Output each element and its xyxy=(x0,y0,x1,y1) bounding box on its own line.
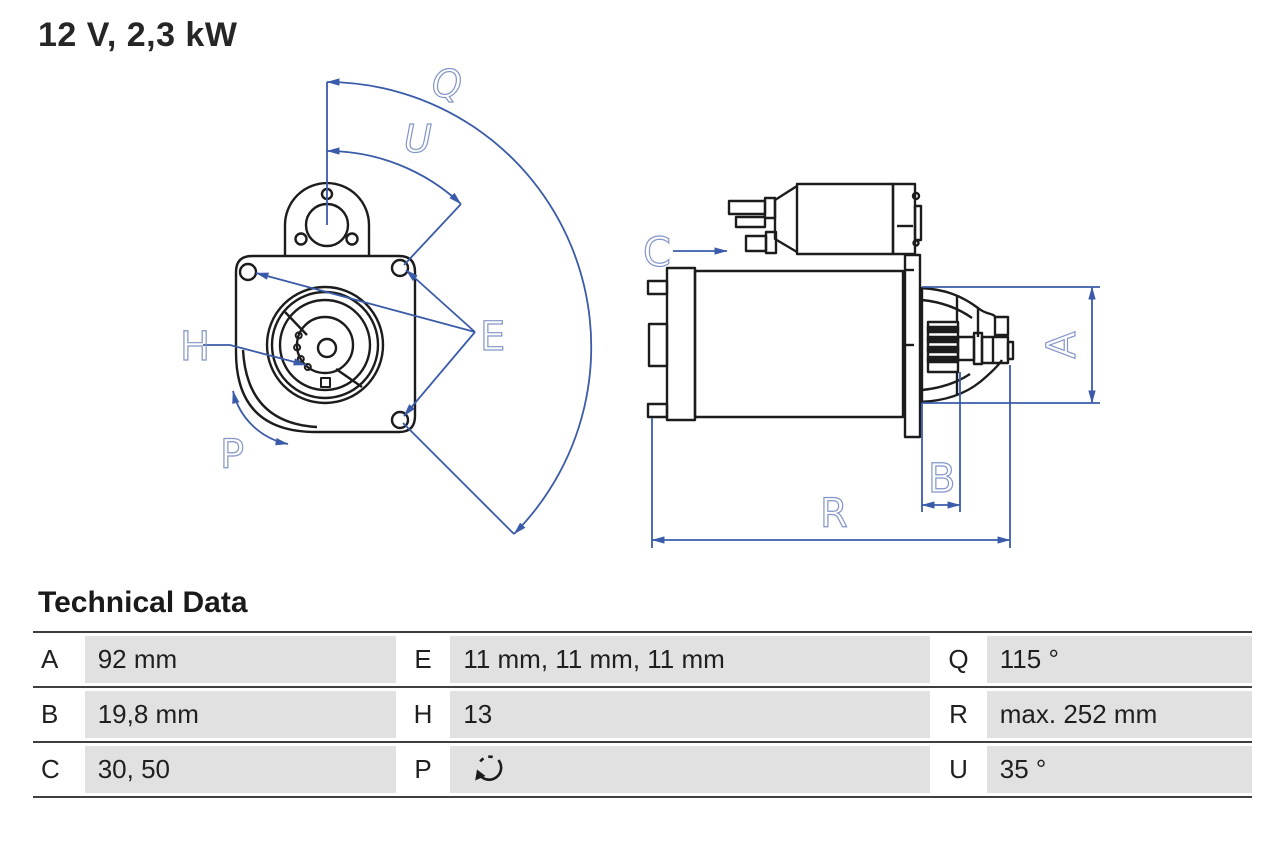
front-view-dimensions xyxy=(203,82,591,534)
dim-value-r: max. 252 mm xyxy=(987,688,1252,741)
dim-label-q: Q xyxy=(432,62,462,106)
dim-value-q: 115 ° xyxy=(987,633,1252,686)
dim-key-e: E xyxy=(396,633,451,686)
dim-key-p: P xyxy=(396,743,451,796)
bracket-hole-left xyxy=(296,234,307,245)
dim-key-r: R xyxy=(930,688,987,741)
front-view-drawing xyxy=(236,183,415,432)
table-row xyxy=(33,686,1252,741)
rotation-direction-icon xyxy=(472,750,510,790)
pinion-gear xyxy=(928,322,958,372)
dim-key-q: Q xyxy=(930,633,987,686)
shaft-center-hole xyxy=(318,339,336,357)
bracket-hole-right xyxy=(347,234,358,245)
drive-housing xyxy=(920,288,1008,402)
solenoid-body xyxy=(797,184,893,254)
bearing-ring-outer xyxy=(267,287,383,403)
dim-leg-q xyxy=(403,423,514,534)
dim-arc-u xyxy=(327,151,461,204)
table-row xyxy=(33,741,1252,796)
motor-end-cap xyxy=(667,268,695,420)
dim-label-b: B xyxy=(928,456,956,502)
flange-hole-top-left xyxy=(240,264,256,280)
dim-value-p xyxy=(450,743,930,796)
dim-value-e: 11 mm, 11 mm, 11 mm xyxy=(450,633,930,686)
side-view-drawing xyxy=(648,184,1013,437)
bearing-ring-mid xyxy=(280,300,370,390)
dim-key-a: A xyxy=(33,633,85,686)
dim-label-u: U xyxy=(404,117,432,161)
hub-key-line-upper xyxy=(285,312,307,335)
dim-leg-u xyxy=(404,204,461,265)
front-view-labels xyxy=(180,62,505,478)
solenoid-terminals xyxy=(729,198,776,253)
rear-tab-top xyxy=(648,281,667,294)
side-view-labels xyxy=(643,230,1085,537)
dim-label-a: A xyxy=(1039,331,1085,359)
dim-key-u: U xyxy=(930,743,987,796)
voltage-power-title: 12 V, 2,3 kW xyxy=(38,16,238,54)
solenoid-taper xyxy=(775,186,797,252)
dim-label-h: H xyxy=(180,324,211,370)
dim-label-r: R xyxy=(820,491,848,537)
technical-data-table xyxy=(33,631,1252,798)
dim-key-c: C xyxy=(33,743,85,796)
dim-value-h: 13 xyxy=(450,688,930,741)
motor-body xyxy=(695,271,903,417)
side-view-dimensions xyxy=(652,251,1100,548)
dim-label-c: C xyxy=(643,230,671,276)
dim-label-e: E xyxy=(480,314,506,360)
mounting-plate xyxy=(905,255,920,437)
flange-inner-arc xyxy=(243,350,317,427)
pinion-teeth xyxy=(294,332,330,387)
dim-value-b: 19,8 mm xyxy=(85,688,396,741)
dim-arc-q xyxy=(327,82,591,534)
dim-label-p: P xyxy=(220,432,245,478)
solenoid-end-cap xyxy=(893,184,921,254)
rear-tab-bottom xyxy=(648,404,667,417)
dim-key-b: B xyxy=(33,688,85,741)
dim-value-a: 92 mm xyxy=(85,633,396,686)
rear-block xyxy=(649,324,667,366)
dim-value-u: 35 ° xyxy=(987,743,1252,796)
drive-shaft xyxy=(958,333,1013,364)
dim-h-arrow xyxy=(203,345,306,365)
technical-data-heading: Technical Data xyxy=(38,586,248,619)
bearing-ring-outer2 xyxy=(272,292,378,398)
dim-value-c: 30, 50 xyxy=(85,743,396,796)
table-row xyxy=(33,631,1252,686)
dim-key-h: H xyxy=(396,688,451,741)
